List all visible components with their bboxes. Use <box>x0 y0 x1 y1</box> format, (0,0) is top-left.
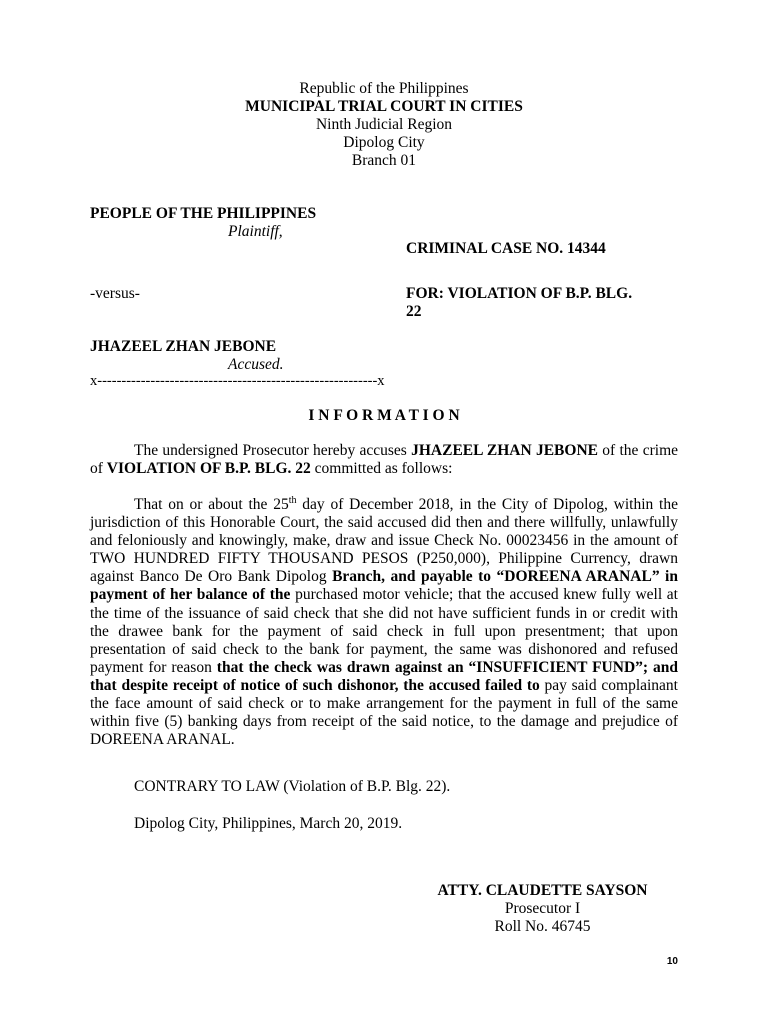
accused-name: JHAZEEL ZHAN JEBONE <box>90 338 277 355</box>
city-line: Dipolog City <box>343 134 425 151</box>
para1-text-a: The undersigned Prosecutor hereby accuses <box>134 442 412 459</box>
caption-divider: x----------------------------------------------------------x <box>90 373 385 389</box>
para2-text-b: day of December 2018, in the City of Dipolog, within the jurisdiction of this Honorable Court, the said accused did then and there willfully, unlawfully and feloniously and knowingly, make, draw and issue Check No. 00023456 in the amount of TWO HUNDRED FIFTY THOUSAND PESOS (P250,000), Philippine Currency, drawn against Banco De Oro Bank Dipolog <box>90 496 678 586</box>
para1-text-e: committed as follows: <box>310 460 453 478</box>
region-line: Ninth Judicial Region <box>315 116 453 133</box>
para1-text-c: of the crime of <box>90 442 679 478</box>
plaintiff-role: Plaintiff, <box>228 223 283 240</box>
para1-offense: VIOLATION OF B.P. BLG. 22 <box>106 460 311 478</box>
para2-text-d: purchased motor vehicle; that the accused knew fully well at the time of the issuance of said check that she did not have sufficient funds in or credit with the drawee bank for the payment of said check in full upon presentment; that upon presentation of said check to the bank for payment, the same was dishonored and refused payment for reason <box>90 586 678 676</box>
signatory-name: ATTY. CLAUDETTE SAYSON <box>437 882 648 899</box>
branch-line: Branch 01 <box>351 152 417 169</box>
contrary-to-law: CONTRARY TO LAW (Violation of B.P. Blg. 22). <box>134 778 451 795</box>
plaintiff-name: PEOPLE OF THE PHILIPPINES <box>90 205 317 222</box>
court-name: MUNICIPAL TRIAL COURT IN CITIES <box>245 98 523 115</box>
para2-text-f: pay said complainant the face amount of said check or to make arrangement for the payment in full of the same within five (5) banking days from receipt of the said notice, to the damage and prejudice of DOREENA ARANAL. <box>90 676 678 749</box>
signatory-title: Prosecutor I <box>504 900 581 917</box>
offense-line-1: FOR: VIOLATION OF B.P. BLG. <box>406 285 633 302</box>
paragraph-facts <box>90 496 678 749</box>
dateline: Dipolog City, Philippines, March 20, 2019. <box>134 815 403 832</box>
para2-reason: that the check was drawn against an “INSUFFICIENT FUND”; and that despite receipt of notice of such dishonor, the accused failed to <box>90 658 678 694</box>
signature-block <box>420 882 665 936</box>
para1-accused: JHAZEEL ZHAN JEBONE <box>411 442 598 459</box>
republic-line: Republic of the Philippines <box>299 80 469 97</box>
court-header <box>0 80 768 170</box>
case-number: CRIMINAL CASE NO. 14344 <box>406 240 606 257</box>
offense-line-2: 22 <box>406 303 422 320</box>
paragraph-accusation <box>90 442 678 478</box>
page-number: 10 <box>666 956 678 967</box>
signatory-roll: Roll No. 46745 <box>494 918 591 935</box>
versus-label: -versus- <box>90 285 140 302</box>
accused-role: Accused. <box>228 356 284 373</box>
para2-superscript: th <box>288 494 297 506</box>
para2-payee: Branch, and payable to “DOREENA ARANAL” in payment of her balance of the <box>90 568 678 604</box>
para2-text-a: That on or about the 25 <box>134 496 289 513</box>
document-title: I N F O R M A T I O N <box>308 407 460 424</box>
